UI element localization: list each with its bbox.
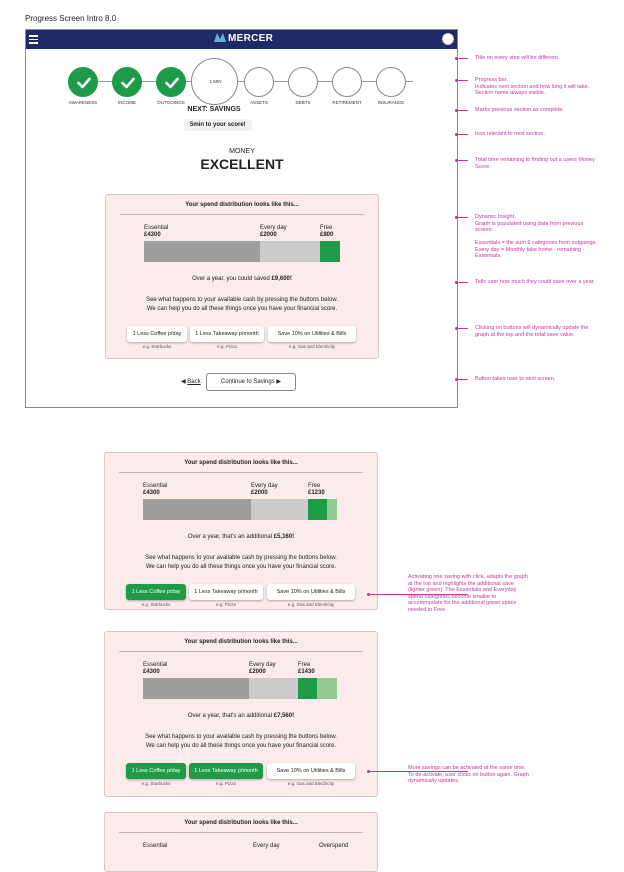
spend-bar — [144, 241, 340, 262]
saving-example: e.g. Pizza — [216, 781, 236, 786]
info-line: See what happens to your available cash by pressing the buttons below. — [145, 555, 337, 561]
spend-bar-extra — [317, 678, 337, 699]
card-title: Your spend distribution looks like this... — [184, 460, 298, 466]
saving-example: e.g. Pizza — [216, 602, 236, 607]
mercer-logo-icon — [214, 33, 226, 42]
spend-bar-essential — [143, 499, 251, 520]
continue-label: Continue to Savings — [221, 379, 275, 385]
document-title: Progress Screen Intro 8.0 — [25, 14, 117, 23]
progress-step-debts — [288, 67, 318, 97]
spend-card-two-active — [104, 631, 378, 797]
card-divider — [119, 651, 363, 652]
annotation-note: Icon relevant to next section. — [475, 131, 546, 137]
spend-bar-everyday — [249, 678, 298, 699]
yearly-saving-text — [105, 713, 377, 719]
annotation-note: Tells user how much they could save over a year. — [475, 279, 595, 285]
saving-amount: £5,160! — [273, 534, 295, 540]
info-line: We can help you do all these things once you have your financial score. — [145, 743, 337, 749]
annotation-note: Button takes user to next screen. — [475, 376, 556, 382]
saving-amount: £7,560! — [273, 713, 295, 719]
saving-example: e.g. Gas and Electricity — [287, 602, 335, 607]
category-label-essential — [143, 662, 167, 676]
category-label-essential — [143, 483, 167, 497]
progress-step-awareness — [68, 67, 98, 97]
progress-step-label: RETIREMENT — [332, 100, 362, 105]
annotation-note: Total time remaining to finding out a users Money Score. — [475, 157, 595, 170]
chevron-left-icon: ◀ — [181, 379, 186, 385]
back-label: Back — [187, 379, 201, 385]
app-frame — [25, 29, 458, 408]
category-amount: £1430 — [298, 669, 315, 675]
category-name: Essential — [143, 843, 168, 849]
spend-card-one-active — [104, 452, 378, 610]
category-label-free — [308, 483, 325, 497]
category-name: Every day — [253, 843, 280, 849]
category-name: Every day — [249, 662, 276, 668]
progress-step-outgoings — [156, 67, 186, 97]
annotation-note: Dynamic Insight. Graph is populated using data from previous screen. Essentials = the sum 6 categories from outgoings. Every day = Monthly take home - remaining - Essentials. — [475, 214, 597, 259]
next-section-label: NEXT: SAVINGS — [187, 106, 241, 113]
category-amount: £800 — [320, 232, 334, 238]
saving-example: e.g. Starbucks — [141, 602, 171, 607]
annotation-dot-icon — [455, 79, 458, 82]
spend-bar-everyday — [251, 499, 308, 520]
saving-prefix: Over a year, you could saved — [192, 276, 272, 282]
saving-example: e.g. Starbucks — [142, 344, 172, 349]
mercer-logo — [214, 33, 273, 44]
annotation-note: Marks previous section as complete. — [475, 107, 564, 113]
saving-toggle-button[interactable]: 1 Less Takeaway p/month — [190, 326, 264, 342]
progress-step-label: OUTGOINGS — [157, 100, 185, 105]
saving-toggle-button[interactable]: 1 Less Takeaway p/month — [189, 763, 263, 779]
score-value: EXCELLENT — [200, 156, 284, 172]
spend-bar-everyday — [260, 241, 321, 262]
spend-bar — [143, 678, 339, 699]
category-name: Overspend — [319, 843, 349, 849]
category-amount: £4300 — [143, 490, 160, 496]
category-amount: £2000 — [249, 669, 266, 675]
spend-bar — [143, 499, 339, 520]
category-amount: £2000 — [260, 232, 277, 238]
category-label-everyday — [251, 483, 278, 497]
checkmark-icon — [165, 77, 179, 89]
card-divider — [119, 472, 363, 473]
saving-example: e.g. Pizza — [217, 344, 237, 349]
saving-example: e.g. Starbucks — [141, 781, 171, 786]
card-title: Your spend distribution looks like this... — [184, 639, 298, 645]
category-name: Every day — [260, 225, 287, 231]
saving-example: e.g. Gas and Electricity — [287, 781, 335, 786]
annotation-dot-icon — [455, 378, 458, 381]
progress-step-income — [112, 67, 142, 97]
saving-toggle-button[interactable]: 1 Less Coffee p/day — [127, 326, 187, 342]
category-label-everyday — [249, 662, 276, 676]
category-label-everyday — [260, 225, 287, 239]
spend-bar-essential — [144, 241, 260, 262]
saving-toggle-button[interactable]: 1 Less Coffee p/day — [126, 763, 186, 779]
back-link[interactable] — [181, 378, 201, 385]
progress-step-label: INSURANCE — [377, 100, 405, 105]
saving-toggle-button[interactable]: 1 Less Coffee p/day — [126, 584, 186, 600]
category-name: Free — [308, 483, 321, 489]
avatar-icon[interactable] — [442, 33, 454, 45]
spend-bar-free — [320, 241, 340, 262]
annotation-dot-icon — [367, 770, 370, 773]
category-label-free — [320, 225, 333, 239]
spend-bar-free — [308, 499, 328, 520]
progress-step-assets — [244, 67, 274, 97]
category-name: Every day — [251, 483, 278, 489]
category-label-free — [298, 662, 315, 676]
category-amount: £2000 — [251, 490, 268, 496]
saving-prefix: Over a year, that's an additional — [187, 534, 274, 540]
progress-step-label: ASSETS — [250, 100, 268, 105]
annotation-note: Title on every step will be different. — [475, 55, 560, 61]
category-name: Free — [320, 225, 333, 231]
category-name: Essential — [143, 483, 168, 489]
info-line: We can help you do all these things once you have your financial score. — [145, 564, 337, 570]
annotation-dot-icon — [367, 593, 370, 596]
annotation-dot-icon — [455, 57, 458, 60]
progress-step-current — [191, 58, 238, 105]
category-amount: £1230 — [308, 490, 325, 496]
card-title: Your spend distribution looks like this... — [185, 202, 299, 208]
progress-step-insurance — [376, 67, 406, 97]
yearly-saving-text — [106, 276, 378, 282]
saving-toggle-button[interactable]: Save 10% on Utilities & Bills — [267, 584, 355, 600]
spend-card-overspend — [104, 812, 378, 872]
annotation-dot-icon — [455, 216, 458, 219]
hamburger-menu-icon[interactable] — [29, 35, 38, 44]
annotation-note: Activating one saving with click, adapts the graph at the top and highlights the additional save (lighter green). The Essentials and Everyday spend categories become smaller to accommodate for the additional green space needed in Free. — [408, 574, 528, 613]
spend-card-initial — [105, 194, 379, 359]
saving-toggle-button[interactable]: 1 Less Takeaway p/month — [189, 584, 263, 600]
category-name: Free — [298, 662, 311, 668]
continue-button[interactable] — [206, 373, 296, 391]
top-bar — [26, 30, 457, 49]
card-title: Your spend distribution looks like this... — [184, 820, 298, 826]
chevron-right-icon: ▶ — [276, 379, 281, 385]
annotation-dot-icon — [455, 327, 458, 330]
annotation-note: Clicking on buttons will dynamically update the graph at the top and the total save value. — [475, 325, 589, 338]
spend-bar-essential — [143, 678, 249, 699]
category-amount: £4300 — [144, 232, 161, 238]
yearly-saving-text — [105, 534, 377, 540]
info-line: We can help you do all these things once you have your financial score. — [146, 306, 338, 312]
annotation-dot-icon — [455, 109, 458, 112]
category-name: Essential — [144, 225, 169, 231]
score-category: MONEY — [229, 148, 255, 155]
info-line: See what happens to your available cash by pressing the buttons below. — [145, 734, 337, 740]
spend-bar-free — [298, 678, 318, 699]
checkmark-icon — [77, 77, 91, 89]
category-label-essential — [144, 225, 168, 239]
annotation-dot-icon — [455, 159, 458, 162]
progress-step-label: AWARENESS — [68, 100, 98, 105]
category-name: Essential — [143, 662, 168, 668]
progress-step-retirement — [332, 67, 362, 97]
logo-text: MERCER — [228, 33, 274, 44]
card-divider — [120, 214, 364, 215]
time-to-score-pill: 5min to your score! — [184, 119, 252, 131]
spend-bar-extra — [327, 499, 337, 520]
progress-step-label: INCOME — [118, 100, 136, 105]
annotation-dot-icon — [455, 133, 458, 136]
annotation-note: More savings can be activated at the same time. To de-activate, user clicks on button again. Graph dynamically updates. — [408, 765, 529, 784]
info-line: See what happens to your available cash by pressing the buttons below. — [146, 297, 338, 303]
saving-toggle-button[interactable]: Save 10% on Utilities & Bills — [268, 326, 356, 342]
checkmark-icon — [121, 77, 135, 89]
category-amount: £4300 — [143, 669, 160, 675]
progress-step-label: DEBTS — [295, 100, 311, 105]
saving-toggle-button[interactable]: Save 10% on Utilities & Bills — [267, 763, 355, 779]
saving-prefix: Over a year, that's an additional — [187, 713, 274, 719]
progress-step-time: 1 MIN — [209, 79, 222, 84]
annotation-note: Progress bar Indicates next section and how long it will take. Section name always visible. — [475, 77, 590, 96]
annotation-dot-icon — [455, 281, 458, 284]
saving-example: e.g. Gas and Electricity — [288, 344, 336, 349]
saving-amount: £9,600! — [271, 276, 292, 282]
card-divider — [119, 832, 363, 833]
